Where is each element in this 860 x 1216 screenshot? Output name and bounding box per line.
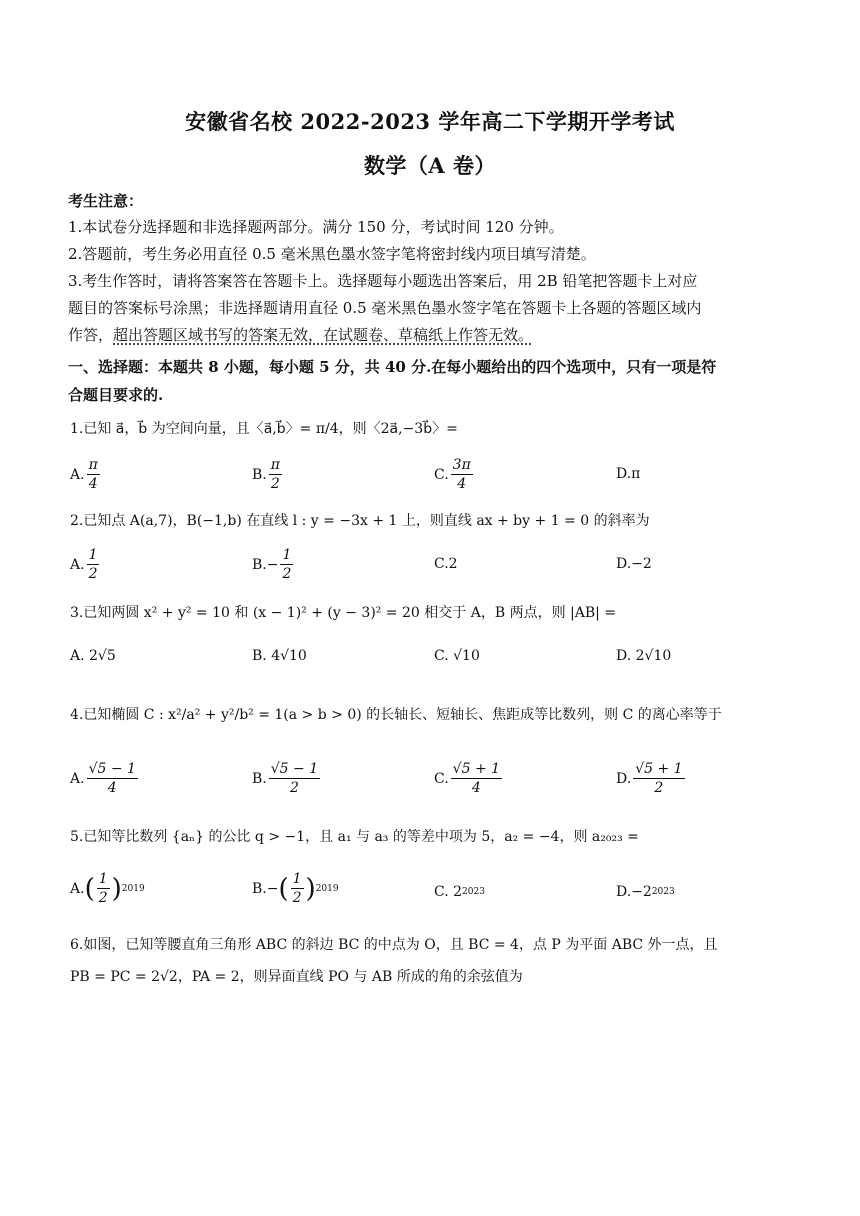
exponent: 2023 xyxy=(462,887,485,897)
exponent: 2019 xyxy=(121,883,145,894)
notice-emphasis: 超出答题区域书写的答案无效，在试题卷、草稿纸上作答无效。 xyxy=(113,326,534,344)
question-3-stem: 3.已知两圆 x² + y² = 10 和 (x − 1)² + (y − 3)² = 20 相交于 A，B 两点，则 |AB| = xyxy=(70,605,617,621)
notice-item-2: 2.答题前，考生务必用直径 0.5 毫米黑色墨水签字笔将密封线内项目填写清楚。 xyxy=(68,245,596,263)
option-label: B. xyxy=(252,770,267,787)
question-1-option-c xyxy=(434,456,475,493)
denominator: 2 xyxy=(282,566,292,582)
denominator: 2 xyxy=(654,780,664,796)
question-1-option-a xyxy=(70,456,102,493)
exam-subtitle: 数学（A 卷） xyxy=(363,153,497,178)
denominator: 2 xyxy=(88,566,98,582)
option-label: C. 2 xyxy=(434,884,463,900)
numerator: π xyxy=(270,457,280,473)
numerator: √5 + 1 xyxy=(452,761,501,777)
numerator: 1 xyxy=(88,547,98,563)
denominator: 2 xyxy=(289,780,299,796)
denominator: 2 xyxy=(270,476,280,492)
denominator: 4 xyxy=(471,780,481,796)
notice-item-1: 1.本试卷分选择题和非选择题两部分。满分 150 分，考试时间 120 分钟。 xyxy=(68,218,564,236)
denominator: 2 xyxy=(292,890,302,906)
exponent: 2023 xyxy=(651,887,675,897)
question-2-option-d: D.−2 xyxy=(616,556,652,572)
notice-item-3-line-1: 3.考生作答时，请将答案答在答题卡上。选择题每小题选出答案后，用 2B 铅笔把答题卡上对应 xyxy=(68,272,698,290)
exam-title: 安徽省名校 2022-2023 学年高二下学期开学考试 xyxy=(185,109,675,134)
question-5-stem: 5.已知等比数列 {aₙ} 的公比 q > −1，且 a₁ 与 a₃ 的等差中项为 5，a₂ = −4，则 a₂₀₂₃ = xyxy=(70,829,639,845)
option-label: C. xyxy=(434,466,449,483)
question-3-option-c: C. √10 xyxy=(434,648,480,664)
question-4-option-b xyxy=(252,760,322,797)
fraction xyxy=(87,456,100,493)
fraction xyxy=(269,760,320,797)
question-2-option-b xyxy=(252,546,295,583)
notice-heading: 考生注意： xyxy=(68,192,144,210)
denominator: 4 xyxy=(107,780,117,796)
option-label: D.−2 xyxy=(616,884,652,900)
question-4-option-d xyxy=(616,760,687,797)
numerator: 1 xyxy=(292,871,302,887)
fraction xyxy=(269,456,282,493)
numerator: π xyxy=(88,457,98,473)
numerator: √5 + 1 xyxy=(635,761,683,777)
question-6-stem-line-1: 6.如图，已知等腰直角三角形 ABC 的斜边 BC 的中点为 O，且 BC = 4，点 P 为平面 ABC 外一点，且 xyxy=(70,937,718,953)
fraction xyxy=(291,870,304,907)
question-3-option-a: A. 2√5 xyxy=(70,648,116,664)
denominator: 4 xyxy=(457,476,467,492)
notice-item-3-line-2: 题目的答案标号涂黑；非选择题请用直径 0.5 毫米黑色墨水签字笔在答题卡上各题的答题区域内 xyxy=(68,299,702,317)
question-5-option-d xyxy=(616,884,675,900)
numerator: 1 xyxy=(282,547,292,563)
question-2-option-c: C.2 xyxy=(434,556,458,572)
question-3-option-b: B. 4√10 xyxy=(252,648,307,664)
denominator: 2 xyxy=(98,890,108,906)
fraction xyxy=(97,870,110,907)
option-label: D. xyxy=(616,770,632,787)
numerator: √5 − 1 xyxy=(270,761,319,777)
question-4-stem: 4.已知椭圆 C : x²/a² + y²/b² = 1(a > b > 0) 的长轴长、短轴长、焦距成等比数列，则 C 的离心率等于 xyxy=(70,707,722,723)
fraction xyxy=(87,546,100,583)
question-3-option-d: D. 2√10 xyxy=(616,648,672,664)
question-6-stem-line-2: PB = PC = 2√2，PA = 2，则异面直线 PO 与 AB 所成的角的余弦值为 xyxy=(70,969,523,985)
fraction xyxy=(87,760,138,797)
fraction xyxy=(280,546,293,583)
left-paren: ( xyxy=(84,873,95,904)
question-2-stem: 2.已知点 A(a,7)，B(−1,b) 在直线 l : y = −3x + 1 上，则直线 ax + by + 1 = 0 的斜率为 xyxy=(70,513,650,529)
left-paren: ( xyxy=(278,873,289,904)
right-paren: ) xyxy=(305,873,316,904)
question-1-option-d: D.π xyxy=(616,466,641,482)
question-1-stem: 1.已知 a⃗，b⃗ 为空间向量，且〈a⃗,b⃗〉= π/4，则〈2a⃗,−3b⃗〉= xyxy=(70,421,458,437)
notice-item-3-line-3-prefix: 作答， xyxy=(68,326,114,344)
option-label: B.− xyxy=(252,880,279,897)
question-2-option-a xyxy=(70,546,101,583)
fraction xyxy=(451,760,502,797)
section-1-line-1: 一、选择题：本题共 8 小题，每小题 5 分，共 40 分.在每小题给出的四个选项中，只有一项是符 xyxy=(68,358,717,376)
notice-item-3-line-3 xyxy=(68,324,533,345)
option-label: A. xyxy=(70,880,85,897)
option-label: C. xyxy=(434,770,449,787)
fraction xyxy=(633,760,684,797)
option-label: A. xyxy=(70,556,85,573)
question-5-option-c xyxy=(434,884,485,900)
option-label: B.− xyxy=(252,556,279,573)
numerator: 1 xyxy=(98,871,108,887)
option-label: B. xyxy=(252,466,267,483)
option-label: A. xyxy=(70,770,85,787)
option-label: A. xyxy=(70,466,85,483)
section-1-line-2: 合题目要求的. xyxy=(68,386,164,404)
question-5-option-b xyxy=(252,870,339,907)
question-5-option-a xyxy=(70,870,145,907)
numerator: 3π xyxy=(452,457,471,473)
right-paren: ) xyxy=(111,873,122,904)
exponent: 2019 xyxy=(315,883,339,894)
question-4-option-a xyxy=(70,760,140,797)
numerator: √5 − 1 xyxy=(88,761,136,777)
question-4-option-c xyxy=(434,760,504,797)
denominator: 4 xyxy=(88,476,98,492)
question-1-option-b xyxy=(252,456,284,493)
fraction xyxy=(451,456,473,493)
